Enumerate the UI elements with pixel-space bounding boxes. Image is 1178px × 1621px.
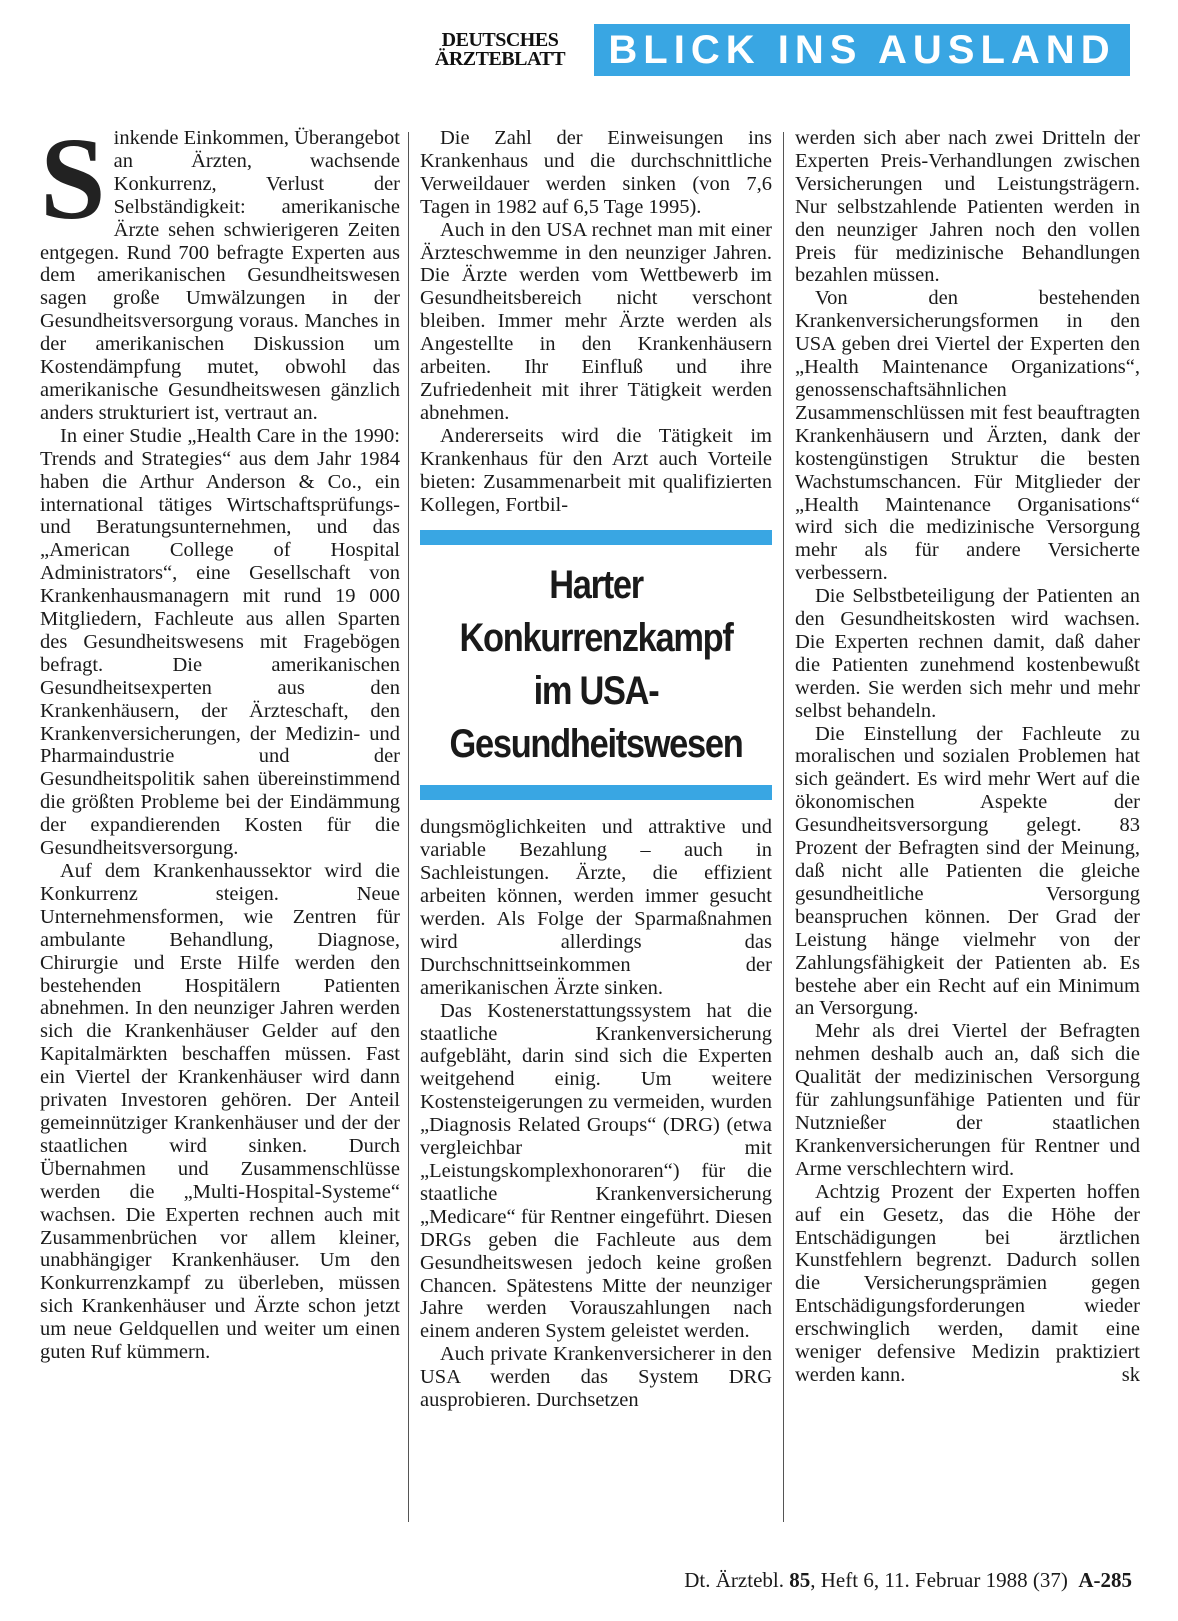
article-column-1 bbox=[40, 113, 400, 1364]
article-paragraph-13: Achtzig Prozent der Experten hoffen auf ein Gesetz, das die Höhe der Entschädigungen bei ärztlichen Kunstfehlern begrenzt. Dadurch sollen die Versicherungsprämien gegen Entschädigungsforderungen wieder erschwinglich werden, damit eine weniger defensive Medizin praktiziert werden kann. sk bbox=[795, 1180, 1140, 1386]
article-paragraph-6b: dungsmöglichkeiten und attraktive und variable Bezahlung – auch in Sachleistungen. Ärzte, die effizient arbeiten können, werden immer gesucht werden. Als Folge der Sparmaßnahmen wird allerdings das Durchschnittseinkommen der amerikanischen Ärzte sinken. bbox=[420, 816, 772, 999]
column-divider-1 bbox=[408, 132, 409, 1522]
article-column-2 bbox=[420, 127, 772, 1412]
article-paragraph-3: Auf dem Krankenhaussektor wird die Konkurrenz steigen. Neue Unternehmensformen, wie Zentren für ambulante Behandlung, Diagnose, Chirurgie und Erste Hilfe werden den bestehenden Hospitälern Patienten abnehmen. In den neunziger Jahren werden sich die Krankenhäuser Gelder auf den Kapitalmärkten beschaffen müssen. Fast ein Viertel der Krankenhäuser wird dann privaten Investoren gehören. Der Anteil gemeinnütziger Krankenhäuser und der der staatlichen wird sinken. Durch Übernahmen und Zusammenschlüsse werden die „Multi-Hospital-Systeme“ wachsen. Die Experten rechnen auch mit Zusammenbrüchen vor allem kleiner, unabhängiger Krankenhäuser. Um den Konkurrenzkampf zu überleben, müssen sich Krankenhäuser und Ärzte schon jetzt um neue Geldquellen und weiter um einen guten Ruf kümmern. bbox=[40, 860, 400, 1364]
logo-line-2: ÄRZTEBLATT bbox=[434, 48, 566, 70]
article-paragraph-7: Das Kostenerstattungssystem hat die staatliche Krankenversicherung aufgebläht, darin sind sich die Experten weitgehend einig. Um weitere Kostensteigerungen zu vermeiden, wurden „Diagnosis Related Groups“ (DRG) (etwa vergleichbar mit „Leistungskomplexhonoraren“) für die staatliche Krankenversicherung „Medicare“ für Rentner eingeführt. Diesen DRGs geben die Fachleute aus dem Gesundheitswesen jedoch keine großen Chancen. Spätestens Mitte der neunziger Jahre werden Vorauszahlungen nach einem anderen System geleistet werden. bbox=[420, 999, 772, 1343]
article-paragraph-6a: Andererseits wird die Tätigkeit im Krankenhaus für den Arzt auch Vorteile bieten: Zusammenarbeit mit qualifizierten Kollegen, Fortbil- bbox=[420, 424, 772, 516]
headline-bottom-bar bbox=[420, 785, 772, 800]
headline-line-3: im USA- bbox=[533, 669, 659, 714]
headline-box bbox=[420, 530, 772, 800]
article-paragraph-9: Von den bestehenden Krankenversicherungsformen in den USA geben drei Viertel der Experten den „Health Maintenance Organizations“, genossenschaftsähnlichen Zusammenschlüssen mit fest beauftragten Krankenhäusern und Ärzten, dank der kostengünstigen Struktur die besten Wachstumschancen. Für Mitglieder der „Health Maintenance Organisations“ wird sich die medizinische Versorgung mehr als für andere Versicherte verbessern. bbox=[795, 287, 1140, 585]
article-paragraph-2: In einer Studie „Health Care in the 1990: Trends and Strategies“ aus dem Jahr 1984 haben die Arthur Anderson & Co., ein international tätiges Wirtschaftsprüfungs- und Beratungsunternehmen, und das „American College of Hospital Administrators“, eine Gesellschaft von Krankenhausmanagern mit rund 19 000 Mitgliedern, Fachleute aus allen Sparten des Gesundheitswesens mit Fragebögen befragt. Die amerikanischen Gesundheitsexperten aus den Krankenhäusern, der Ärzteschaft, den Krankenversicherungen, der Medizin- und Pharmaindustrie und der Gesundheitspolitik sahen übereinstimmend die größten Probleme bei der Eindämmung der expandierenden Kosten für die Gesundheitsversorgung. bbox=[40, 424, 400, 860]
footer-journal: Dt. Ärztebl. bbox=[684, 1568, 784, 1592]
footer-page-number: A-285 bbox=[1078, 1568, 1132, 1592]
article-paragraph-11: Die Einstellung der Fachleute zu moralischen und sozialen Problemen hat sich geändert. Es wird mehr Wert auf die ökonomischen Aspekte der Gesundheitsversorgung gelegt. 83 Prozent der Befragten sind der Meinung, daß nicht alle Patienten die gleiche gesundheitliche Versorgung beanspruchen können. Der Grad der Leistung hänge vielmehr von der Zahlungsfähigkeit der Patienten ab. Es bestehe aber ein Recht auf ein Minimum an Versorgung. bbox=[795, 722, 1140, 1020]
article-paragraph-5: Auch in den USA rechnet man mit einer Ärzteschwemme in den neunziger Jahren. Die Ärzte werden vom Wettbewerb im Gesundheitsbereich nicht verschont bleiben. Immer mehr Ärzte werden als Angestellte in den Krankenhäusern arbeiten. Ihr Einfluß und ihre Zufriedenheit mit ihrer Tätigkeit werden abnehmen. bbox=[420, 218, 772, 424]
section-title: BLICK INS AUSLAND bbox=[608, 27, 1116, 72]
article-paragraph-12: Mehr als drei Viertel der Befragten nehmen deshalb auch an, daß sich die Qualität der medizinischen Versorgung für zahlungsunfähige Patienten und für Nutznießer der staatlichen Krankenversicherungen für Rentner und Arme verschlechtern wird. bbox=[795, 1020, 1140, 1180]
section-banner bbox=[594, 24, 1130, 76]
masthead bbox=[414, 24, 1130, 76]
logo-line-1: DEUTSCHES bbox=[441, 29, 559, 51]
page-footer bbox=[684, 1568, 1132, 1593]
article-paragraph-4: Die Zahl der Einweisungen ins Krankenhaus und die durchschnittliche Verweildauer werden sinken (von 7,6 Tagen in 1982 auf 6,5 Tage 1995). bbox=[420, 127, 772, 218]
column-divider-2 bbox=[783, 132, 784, 1522]
article-column-3 bbox=[795, 127, 1140, 1387]
drop-cap: S bbox=[40, 113, 106, 244]
article-paragraph-1: Sinkende Einkommen, Überangebot an Ärzten, wachsende Konkurrenz, Verlust der Selbständigkeit: amerikanische Ärzte sehen schwierigeren Zeiten entgegen. Rund 700 befragte Experten aus dem amerikanischen Gesundheitswesen sagen große Umwälzungen in der Gesundheitsversorgung voraus. Manches in der amerikanischen Diskussion um Kostendämpfung mutet, obwohl das amerikanische Gesundheitswesen gänzlich anders strukturiert ist, vertraut an. bbox=[40, 113, 400, 424]
headline-line-4: Gesundheitswesen bbox=[449, 722, 743, 767]
article-paragraph-8a: Auch private Krankenversicherer in den USA werden das System DRG ausprobieren. Durchsetzen bbox=[420, 1343, 772, 1412]
headline bbox=[445, 559, 748, 771]
headline-line-2: Konkurrenzkampf bbox=[459, 616, 733, 661]
journal-logo bbox=[414, 31, 586, 69]
headline-top-bar bbox=[420, 530, 772, 545]
footer-issue: , Heft 6, 11. Februar 1988 (37) bbox=[810, 1568, 1068, 1592]
headline-line-1: Harter bbox=[549, 563, 643, 608]
author-signature: sk bbox=[1121, 1363, 1140, 1386]
article-paragraph-10: Die Selbstbeteiligung der Patienten an den Gesundheitskosten wird wachsen. Die Experten rechnen damit, daß daher die Patienten zunehmend kostenbewußt werden. Sie werden sich mehr und mehr selbst behandeln. bbox=[795, 585, 1140, 722]
article-paragraph-8b: werden sich aber nach zwei Dritteln der Experten Preis-Verhandlungen zwischen Versicherungen und Leistungsträgern. Nur selbstzahlende Patienten werden in den neunziger Jahren noch den vollen Preis für medizinische Behandlungen bezahlen müssen. bbox=[795, 127, 1140, 287]
footer-volume: 85 bbox=[789, 1568, 811, 1592]
